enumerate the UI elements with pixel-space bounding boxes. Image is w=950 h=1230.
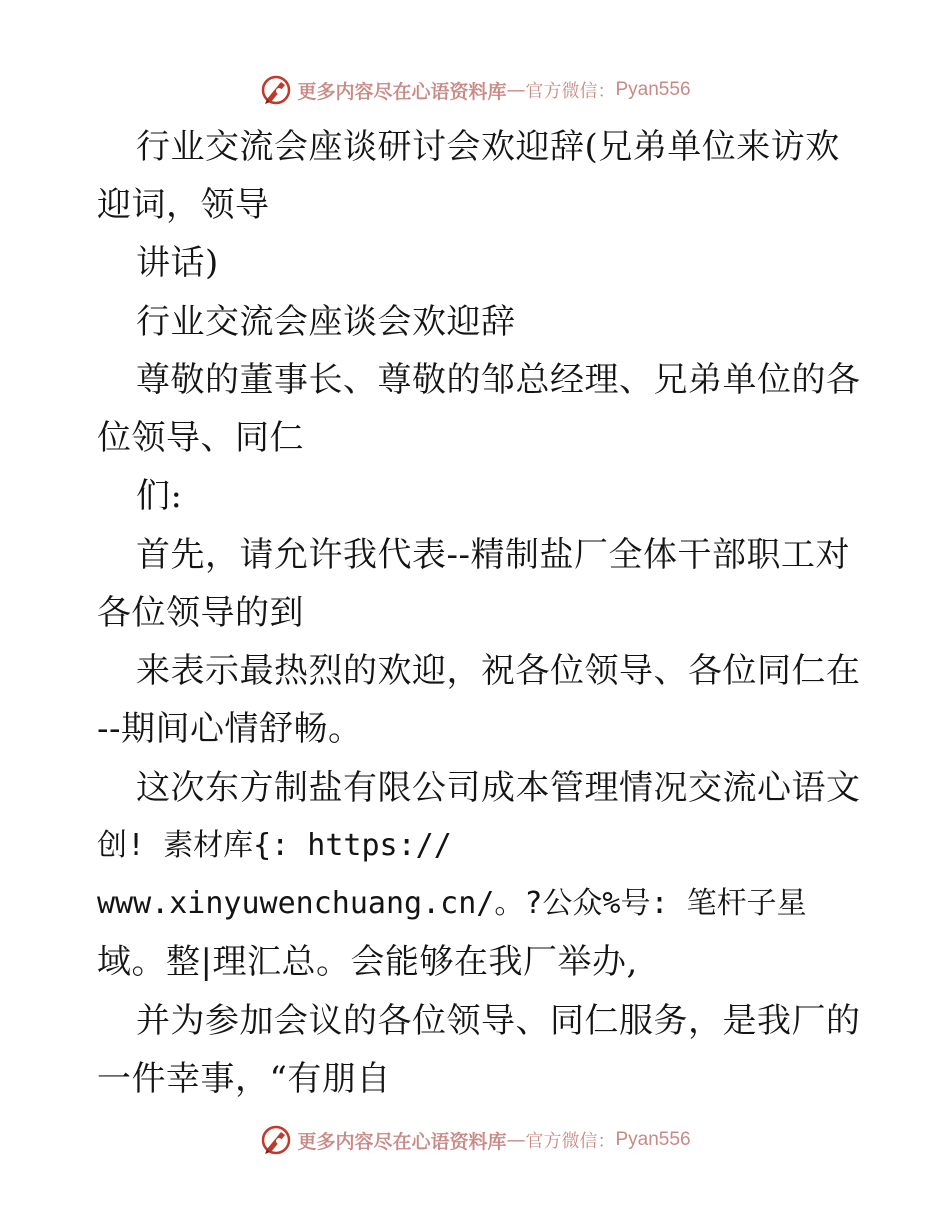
text-line: 域。整|理汇总。会能够在我厂举办, xyxy=(97,942,638,982)
text-line: 行业交流会座谈会欢迎辞 xyxy=(136,302,516,342)
text-line: 一件幸事，“有朋自 xyxy=(97,1059,391,1099)
text-line: 迎词，领导 xyxy=(97,185,270,225)
header-banner-text: 更多内容尽在心语资料库 xyxy=(297,80,507,103)
text-line: 来表示最热烈的欢迎，祝各位领导、各位同仁在 xyxy=(136,651,861,691)
text-line: 位领导、同仁 xyxy=(97,418,304,458)
footer-banner-wechat-label: 官方微信： xyxy=(525,1131,616,1152)
header-banner-separator: — xyxy=(506,79,526,101)
text-line: 行业交流会座谈研讨会欢迎辞(兄弟单位来访欢 xyxy=(136,127,840,167)
text-line: 这次东方制盐有限公司成本管理情况交流心语文 xyxy=(136,768,861,808)
text-line: 并为参加会议的各位领导、同仁服务，是我厂的 xyxy=(136,1001,861,1041)
text-line: 讲话) xyxy=(136,243,219,283)
text-line: 尊敬的董事长、尊敬的邹总经理、兄弟单位的各 xyxy=(136,360,861,400)
text-line: 创! 素材库{: https:// xyxy=(97,828,452,863)
text-line: 们: xyxy=(136,476,183,516)
pen-logo-icon xyxy=(259,1123,293,1157)
text-line: 各位领导的到 xyxy=(97,593,304,633)
header-banner-wechat-handle: Pyan556 xyxy=(615,79,691,100)
footer-banner-text: 更多内容尽在心语资料库 xyxy=(297,1130,507,1153)
footer-banner xyxy=(0,1120,950,1160)
text-line: --期间心情舒畅。 xyxy=(97,709,363,749)
text-line: 首先，请允许我代表--精制盐厂全体干部职工对 xyxy=(136,535,850,575)
footer-banner-wechat-handle: Pyan556 xyxy=(615,1129,691,1150)
header-banner-wechat-label: 官方微信： xyxy=(525,81,616,102)
footer-banner-separator: — xyxy=(506,1129,526,1151)
text-line: www.xinyuwenchuang.cn/。?公众%号: 笔杆子星 xyxy=(97,886,807,921)
